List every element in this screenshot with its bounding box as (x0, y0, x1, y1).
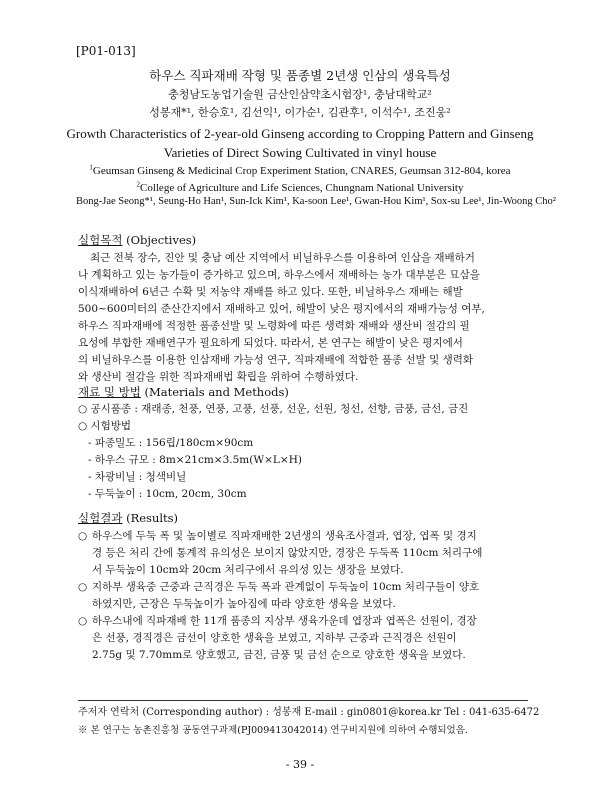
objectives-paragraph (78, 250, 528, 386)
methods-varieties: ○ 공시품종 : 재래종, 천풍, 연풍, 고풍, 선풍, 선운, 선원, 청선, 선향, 금풍, 금선, 금진 (78, 403, 469, 415)
methods-seeding-density: - 파종밀도 : 156립/180cm×90cm (88, 437, 254, 449)
objectives-line: 이식재배하여 6년근 수확 및 저농약 재배를 하고 있다. 또한, 비닐하우스 재배는 해발 (78, 286, 463, 298)
korean-authors: 성봉재*¹, 한승호¹, 김선익¹, 이가순¹, 김관후¹, 이석수¹, 조진웅² (149, 106, 451, 119)
footnote-divider (78, 700, 528, 701)
korean-title: 하우스 직파재배 작형 및 품종별 2년생 인삼의 생육특성 (149, 68, 451, 83)
funding-note: ※ 본 연구는 농촌진흥청 공동연구과제(PJ009413042014) 연구비지원에 의하여 수행되었음. (78, 725, 468, 736)
objectives-line: 나 계획하고 있는 농가들이 증가하고 있으며, 하우스에서 재배하는 농가 대부분은 묘삼을 (78, 269, 480, 281)
objectives-line: 하우스 직파재배에 적정한 품종선발 및 노령화에 따른 생력화 재배와 생산비 절감의 필 (78, 320, 470, 332)
english-title (40, 124, 560, 162)
results-item: ○ 하우스내에 직파재배 한 11개 품종의 지상부 생육가운데 엽장과 엽폭은 선원이, 경장 은 선풍, 경직경은 금선이 양호한 생육을 보였고, 지하부 근중과 근직경은 선원이 2.75g 및 7.70mm로 양호했고, 금진, 금풍 및 금선 순으로 양호한 생육을 보였다. (78, 615, 477, 661)
corresponding-author: 주저자 연락처 (Corresponding author) : 성봉재 E-mail : gin0801@korea.kr Tel : 041-635-6472 (78, 707, 540, 718)
korean-affiliation: 충청남도농업기술원 금산인삼약초시험장¹, 충남대학교² (168, 88, 432, 101)
english-authors: Bong-Jae Seong*¹, Seung-Ho Han¹, Sun-Ick Kim¹, Ka-soon Lee¹, Gwan-Hou Kim¹, Sox-su Lee¹, Jin-Woong Cho² (76, 196, 556, 207)
english-affiliation-2: $^2$College of Agriculture and Life Sciences, Chungnam National University (136, 180, 464, 194)
objectives-line: 최근 전북 장수, 진안 및 충남 예산 지역에서 비닐하우스를 이용하여 인삼을 재배하거 (90, 252, 475, 264)
korean-affiliation-block (0, 86, 600, 122)
objectives-line: 500~600미터의 준산간지에서 재배하고 있어, 해발이 낮은 평지에서의 재배가능성 여부, (78, 303, 485, 315)
objectives-line: 와 생산비 절감을 위한 직파재배법 확립을 위하여 수행하였다. (78, 371, 359, 383)
methods-ridge-height: - 두둑높이 : 10cm, 20cm, 30cm (88, 488, 247, 500)
page-number: - 39 - (285, 758, 315, 771)
objectives-line: 요성에 부합한 재배연구가 필요하게 되었다. 따라서, 본 연구는 해발이 낮은 평지에서 (78, 337, 463, 349)
objectives-line: 의 비닐하우스를 이용한 인삼재배 가능성 연구, 직파재배에 적합한 품종 선발 및 생력화 (78, 354, 474, 366)
objectives-heading: 실험목적 (Objectives) (78, 233, 197, 247)
results-heading: 실험결과 (Results) (78, 511, 179, 525)
results-list (78, 528, 530, 664)
results-item: ○ 지하부 생육중 근중과 근직경은 두둑 폭과 관계없이 두둑높이 10cm 처리구들이 양호 하였지만, 근장은 두둑높이가 높아짐에 따라 양호한 생육을 보였다. (78, 581, 480, 610)
methods-list (78, 401, 530, 503)
english-title-line-1: Growth Characteristics of 2-year-old Ginseng according to Cropping Pattern and Ginseng (66, 126, 534, 141)
english-affiliations (30, 163, 570, 197)
abstract-code: [P01-013] (76, 44, 136, 58)
english-title-line-2: Varieties of Direct Sowing Cultivated in vinyl house (163, 145, 437, 160)
results-item: ○ 하우스에 두둑 폭 및 높이별로 직파재배한 2년생의 생육조사결과, 엽장, 엽폭 및 경지 경 등은 처리 간에 통계적 유의성은 보이지 않았지만, 경장은 두둑폭 110cm 처리구에 서 두둑높이 10cm와 20cm 처리구에서 유의성 있는 생장을 보였다. (78, 530, 483, 576)
methods-shade-vinyl: - 차광비닐 : 청색비닐 (88, 471, 187, 483)
methods-house-size: - 하우스 규모 : 8m×21cm×3.5m(W×L×H) (88, 454, 302, 466)
english-affiliation-1: $^1$Geumsan Ginseng & Medicinal Crop Experiment Station, CNARES, Geumsan 312-804, korea (89, 163, 511, 177)
methods-heading: 재료 및 방법 (Materials and Methods) (78, 385, 289, 399)
methods-test-method: ○ 시험방법 (78, 420, 132, 432)
